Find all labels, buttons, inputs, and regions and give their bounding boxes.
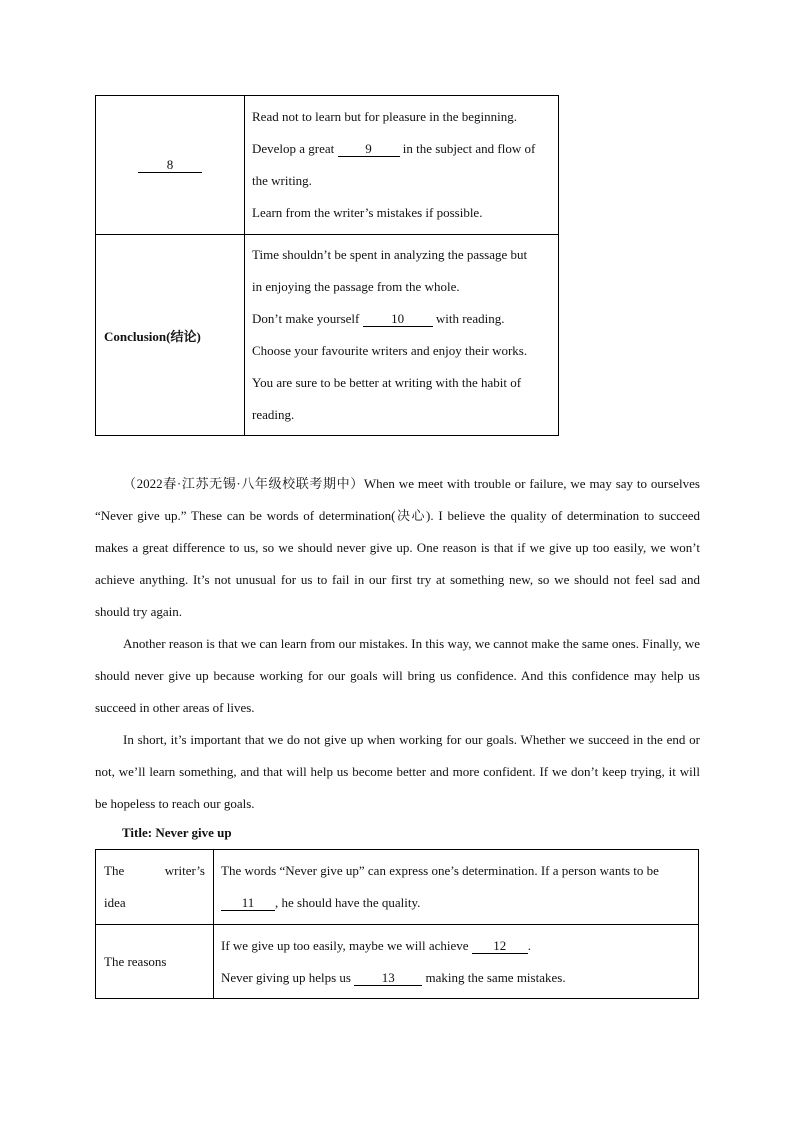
- row-label-cell: [96, 235, 245, 436]
- text-line: You are sure to be better at writing with the habit of: [252, 375, 522, 390]
- row-content-cell: [214, 850, 699, 925]
- conclusion-label: Conclusion(结论): [104, 328, 201, 344]
- text-line: 11 , he should have the quality.: [221, 887, 691, 919]
- row-content-cell: [245, 96, 559, 235]
- source-note: （2022春·江苏无锡·八年级校联考期中）: [123, 476, 364, 491]
- paragraph-3: In short, it’s important that we do not give up when working for our goals. Whether we succeed in the end or not, we’ll learn something, and that will help us become better and more confident. If we don’t keep trying, it will be hopeless to reach our goals.: [95, 732, 700, 811]
- paragraph-2: Another reason is that we can learn from our mistakes. In this way, we cannot make the same ones. Finally, we should never give up because working for our goals will bring us confidence. And this confidence may help us succeed in other areas of lives.: [95, 636, 700, 715]
- row-content-cell: [245, 235, 559, 436]
- answer-blank-8[interactable]: 8: [138, 158, 202, 173]
- reasons-label: The reasons: [104, 953, 167, 969]
- text-line: in enjoying the passage from the whole.: [252, 279, 460, 294]
- text-line: Time shouldn’t be spent in analyzing the passage but: [252, 247, 528, 262]
- text-line: Choose your favourite writers and enjoy their works.: [252, 343, 528, 358]
- answer-blank-12[interactable]: 12: [472, 939, 528, 954]
- text-line: Develop a great 9 in the subject and flow of: [252, 141, 536, 156]
- answer-blank-13[interactable]: 13: [354, 971, 422, 986]
- text-line: Read not to learn but for pleasure in the beginning.: [252, 109, 517, 124]
- text-line: reading.: [252, 407, 295, 422]
- passage-title: Title: Never give up: [122, 825, 232, 840]
- summary-table-1: [95, 95, 559, 436]
- answer-blank-10[interactable]: 10: [363, 312, 433, 327]
- text-line: If we give up too easily, maybe we will achieve 12 .: [221, 937, 532, 953]
- text-line: Don’t make yourself 10 with reading.: [252, 311, 505, 326]
- row-label-cell: The writer’s idea: [96, 850, 214, 925]
- paragraph-1: （2022春·江苏无锡·八年级校联考期中）When we meet with trouble or failure, we may say to ourselves “Never give up.” These can be words of determination(决心). I believe the quality of determination to succeed makes a great difference to us, so we should never give up. One reason is that if we give up too easily, we won’t achieve anything. It’s not unusual for us to fail in our first try at something new, so we should not feel sad and should try again.: [95, 476, 700, 619]
- text-line: Never giving up helps us 13 making the same mistakes.: [221, 969, 566, 985]
- answer-blank-11[interactable]: 11: [221, 896, 275, 911]
- row-label-cell: [96, 96, 245, 235]
- table-row: [96, 96, 559, 235]
- text-line: Learn from the writer’s mistakes if possible.: [252, 205, 483, 220]
- text-line: The words “Never give up” can express one’s determination. If a person wants to be: [221, 863, 659, 878]
- answer-blank-9[interactable]: 9: [338, 142, 400, 157]
- reading-passage: [95, 468, 700, 820]
- table-row: [96, 235, 559, 436]
- table-row: [96, 850, 699, 925]
- table-row: [96, 925, 699, 999]
- row-label-cell: [96, 925, 214, 999]
- row-content-cell: [214, 925, 699, 999]
- summary-table-2: [95, 849, 699, 999]
- text-line: the writing.: [252, 173, 312, 188]
